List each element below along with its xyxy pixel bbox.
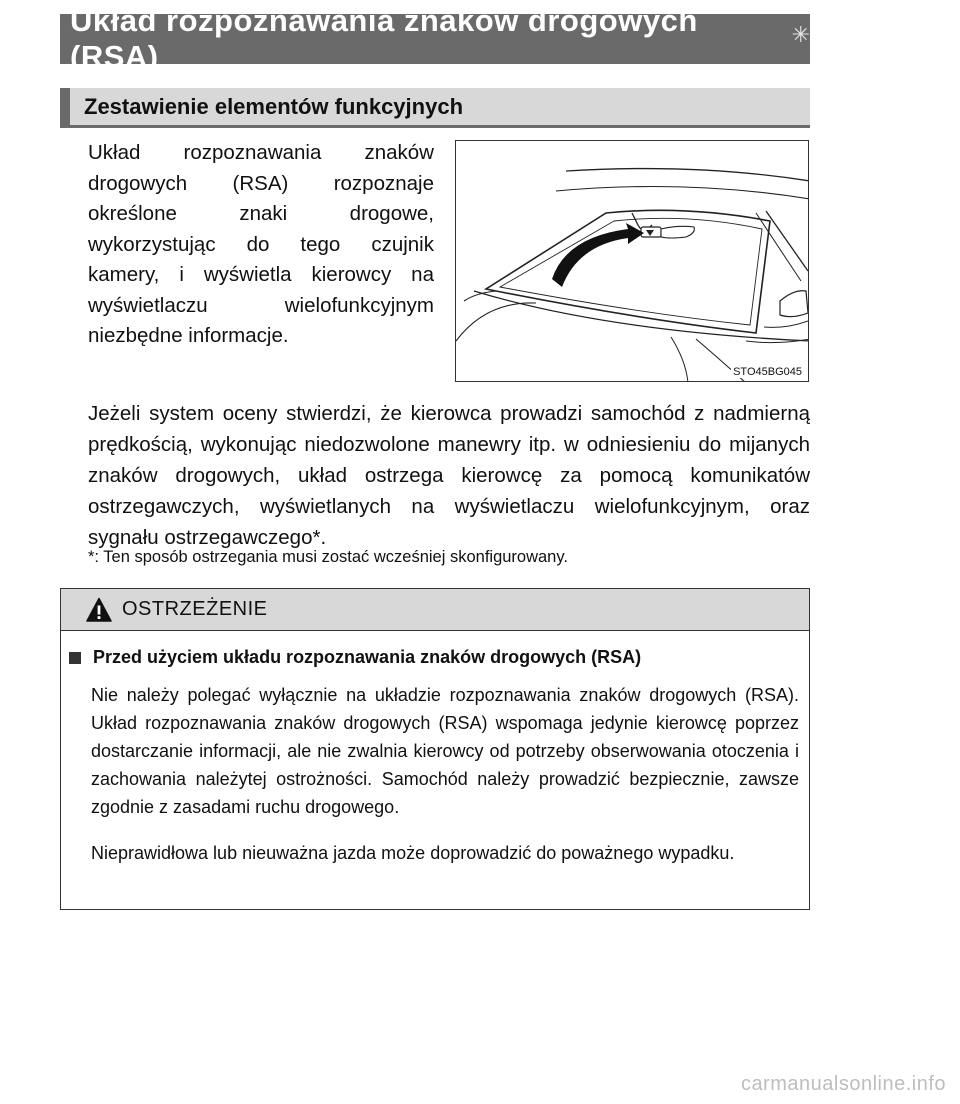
section-heading: Zestawienie elementów funkcyjnych bbox=[84, 93, 464, 119]
square-bullet-icon bbox=[69, 652, 81, 664]
warning-subheading: Przed użyciem układu rozpoznawania znaków drogowych (RSA) bbox=[93, 647, 642, 667]
asterisk-icon: ✳ bbox=[791, 22, 810, 47]
intro-paragraph: Układ rozpoznawania znaków drogowych (RSA) rozpoznaje określone znaki drogowe, wykorzystując do tego czujnik kamery, i wyświetla kierowcy na wyświetlaczu wielofunkcyjnym niezbędne informacje. bbox=[88, 141, 434, 347]
warning-system-paragraph: Jeżeli system oceny stwierdzi, że kierowca prowadzi samochód z nadmierną prędkością, wykonując niedozwolone manewry itp. w odniesieniu do mijanych znaków drogowych, układ ostrzega kierowcę za pomocą komunikatów ostrzegawczych, wyświetlanych na wyświetlaczu wielofunkcyjnym, oraz sygnału ostrzegawczego*. bbox=[88, 402, 810, 549]
figure-code: STO45BG045 bbox=[733, 366, 802, 378]
warning-header bbox=[61, 589, 809, 631]
warning-triangle-icon bbox=[86, 597, 112, 623]
warning-box bbox=[60, 588, 810, 910]
warning-subheading-row bbox=[69, 647, 799, 668]
windshield-camera-illustration bbox=[455, 140, 809, 382]
warning-paragraph-2: Nieprawidłowa lub nieuważna jazda może doprowadzić do poważnego wypadku. bbox=[91, 843, 735, 863]
watermark: carmanualsonline.info bbox=[740, 1073, 946, 1095]
car-windshield-icon bbox=[456, 141, 809, 382]
page-title-bar bbox=[60, 3, 810, 74]
section-heading-bar bbox=[60, 88, 810, 128]
warning-title: OSTRZEŻENIE bbox=[122, 598, 268, 620]
warning-paragraph-1: Nie należy polegać wyłącznie na układzie rozpoznawania znaków drogowych (RSA). Układ rozpoznawania znaków drogowych (RSA) wspomaga jedynie kierowcę poprzez dostarczanie informacji, ale nie zwalnia kierowcy od potrzeby obserwowania otoczenia i zachowania należytej ostrożności. Samochód należy prowadzić bezpiecznie, zawsze zgodnie z zasadami ruchu drogowego. bbox=[91, 685, 799, 817]
footnote: *: Ten sposób ostrzegania musi zostać wcześniej skonfigurowany. bbox=[88, 548, 568, 566]
page-title: Układ rozpoznawania znaków drogowych (RSA) bbox=[70, 3, 698, 74]
